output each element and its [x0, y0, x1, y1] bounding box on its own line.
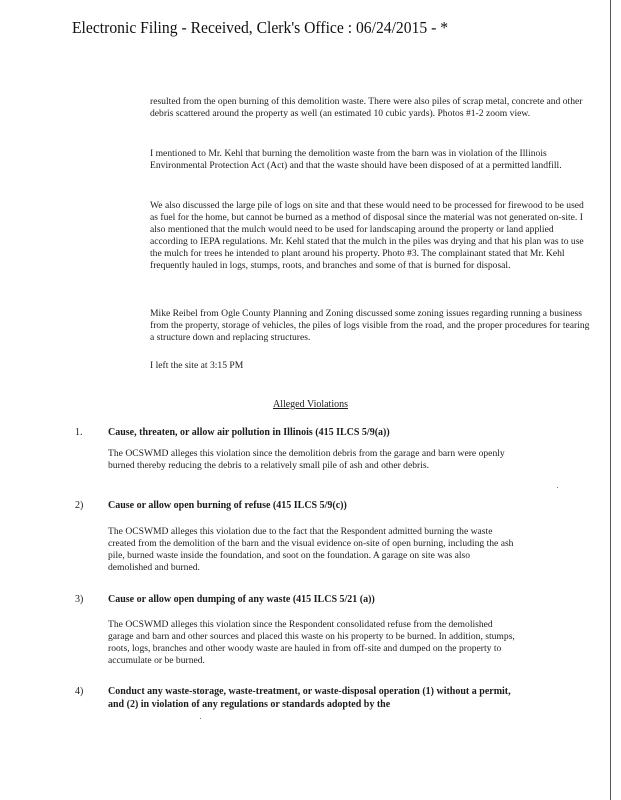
scan-speck: [200, 718, 201, 719]
violation-number: 1.: [75, 427, 83, 438]
violation-title: Cause or allow open burning of refuse (415 ILCS 5/9(c)): [108, 500, 347, 511]
filing-header: Electronic Filing - Received, Clerk's Office : 06/24/2015 - *: [72, 18, 449, 37]
scan-speck: [557, 487, 558, 488]
violation-number: 4): [75, 686, 84, 697]
violation-title: Cause, threaten, or allow air pollution in Illinois (415 ILCS 5/9(a)): [108, 427, 390, 438]
violation-number: 3): [75, 594, 84, 605]
paragraph-burning-waste: resulted from the open burning of this demolition waste. There were also piles of scrap metal, concrete and other debris scattered around the property as well (an estimated 10 cubic yards). Photos #1-2 zoom view.: [150, 96, 583, 120]
paragraph-logs-mulch: We also discussed the large pile of logs on site and that these would need to be processed for firewood to be used as fuel for the home, but cannot be burned as a method of disposal since the material was not generated on-site. I also mentioned that the mulch would need to be used for landscaping around the property or land applied according to IEPA regulations. Mr. Kehl stated that the mulch in the piles was drying and that his plan was to use the mulch for trees he intended to plant around his property. Photo #3. The complainant stated that Mr. Kehl frequently hauled in logs, stumps, roots, and branches and some of that is burned for disposal.: [150, 200, 584, 272]
violation-description: The OCSWMD alleges this violation since the demolition debris from the garage and barn were openly burned thereby reducing the debris to a relatively small pile of ash and other debris.: [108, 448, 505, 472]
violation-description: The OCSWMD alleges this violation due to the fact that the Respondent admitted burning the waste created from the demolition of the barn and the visual evidence on-site of open burning, including the ash pile, burned waste inside the foundation, and soot on the foundation. A garage on site was also demolished and burned.: [108, 526, 514, 574]
violation-description: The OCSWMD alleges this violation since the Respondent consolidated refuse from the demolished garage and barn and other sources and placed this waste on his property to be burned. In addition, stumps, roots, logs, branches and other woody waste are hauled in from off-site and dumped on the property to accumulate or be burned.: [108, 619, 515, 667]
violation-number: 2): [75, 500, 84, 511]
paragraph-zoning: Mike Reibel from Ogle County Planning and Zoning discussed some zoning issues regarding running a business from the property, storage of vehicles, the piles of logs visible from the road, and the proper procedures for tearing a structure down and replacing structures.: [150, 308, 590, 344]
paragraph-left-site: I left the site at 3:15 PM: [150, 360, 244, 371]
paragraph-act-violation: I mentioned to Mr. Kehl that burning the demolition waste from the barn was in violation of the Illinois Environmental Protection Act (Act) and that the waste should have been disposed of at a permitted landfill.: [150, 148, 562, 172]
violation-title: Conduct any waste-storage, waste-treatment, or waste-disposal operation (1) without a permit, and (2) in violation of any regulations or standards adopted by the: [108, 686, 511, 710]
violation-title: Cause or allow open dumping of any waste (415 ILCS 5/21 (a)): [108, 594, 375, 605]
violations-heading: Alleged Violations: [272, 399, 349, 410]
